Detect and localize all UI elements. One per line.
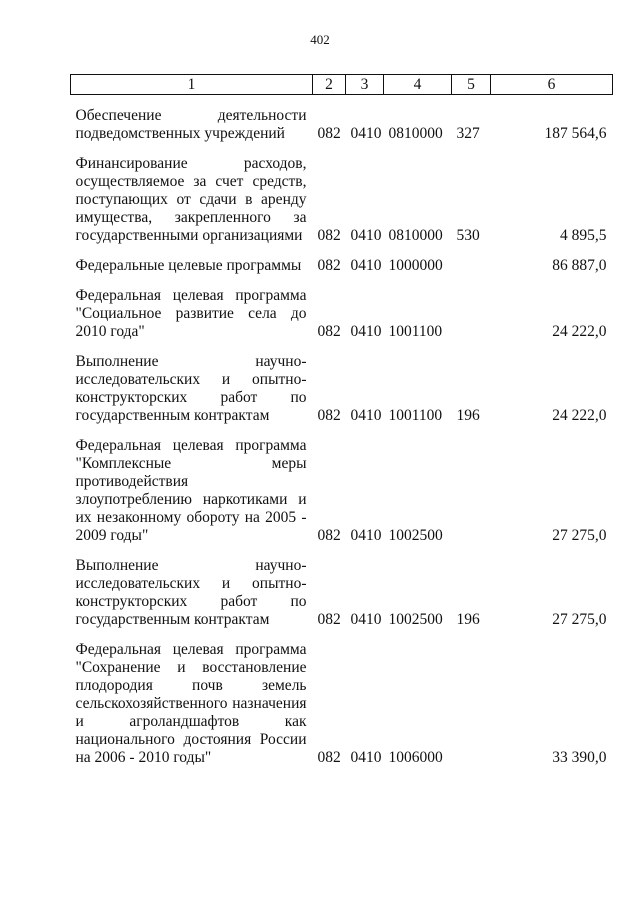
header-col-4: 4 <box>384 75 452 95</box>
row-col-3: 0410 <box>350 323 382 340</box>
table-row <box>71 557 613 629</box>
row-col-4: 0810000 <box>388 125 443 142</box>
row-amount: 24 222,0 <box>552 323 607 340</box>
row-col-4: 1001100 <box>388 323 443 340</box>
header-col-5: 5 <box>452 75 491 95</box>
row-col-2: 082 <box>317 323 341 340</box>
row-description: Федеральная целевая программа "Социальное развитие села до 2010 года" <box>75 287 307 340</box>
row-col-3: 0410 <box>350 749 382 766</box>
row-col-4: 0810000 <box>388 227 443 244</box>
row-col-4: 1006000 <box>388 749 443 766</box>
row-amount: 4 895,5 <box>560 227 607 244</box>
row-col-3: 0410 <box>350 227 382 244</box>
header-col-3: 3 <box>346 75 384 95</box>
row-col-5: 196 <box>456 407 480 424</box>
row-description: Выполнение научно-исследовательских и опытно-конструкторских работ по государственным контрактам <box>75 353 307 424</box>
row-description: Финансирование расходов, осуществляемое за счет средств, поступающих от сдачи в аренду имущества, закрепленного за государственными организациями <box>75 155 307 244</box>
row-description: Федеральные целевые программы <box>75 257 302 274</box>
row-description: Обеспечение деятельности подведомственных учреждений <box>75 107 307 142</box>
row-col-4: 1000000 <box>388 257 443 274</box>
row-col-5: 196 <box>456 611 480 628</box>
row-col-5 <box>452 641 491 767</box>
table-row <box>71 641 613 767</box>
row-col-2: 082 <box>317 227 341 244</box>
row-col-2: 082 <box>317 749 341 766</box>
header-col-6: 6 <box>491 75 613 95</box>
row-col-4: 1001100 <box>388 407 443 424</box>
table-row <box>71 287 613 341</box>
row-description: Федеральная целевая программа "Сохранение и восстановление плодородия почв земель сельскохозяйственного назначения и агроландшафтов как национального достояния России на 2006 - 2010 годы" <box>75 641 307 766</box>
row-col-3: 0410 <box>350 125 382 142</box>
row-amount: 187 564,6 <box>544 125 607 142</box>
page-number: 402 <box>310 32 330 47</box>
row-col-3: 0410 <box>350 257 382 274</box>
row-col-2: 082 <box>317 257 341 274</box>
row-col-3: 0410 <box>350 611 382 628</box>
row-col-3: 0410 <box>350 407 382 424</box>
row-amount: 86 887,0 <box>552 257 607 274</box>
header-col-1: 1 <box>71 75 313 95</box>
row-col-3: 0410 <box>350 527 382 544</box>
row-description: Выполнение научно-исследовательских и опытно-конструкторских работ по государственным контрактам <box>75 557 307 628</box>
table-row <box>71 155 613 245</box>
row-col-4: 1002500 <box>388 527 443 544</box>
table-row <box>71 107 613 143</box>
row-amount: 27 275,0 <box>552 527 607 544</box>
row-col-2: 082 <box>317 611 341 628</box>
budget-table <box>70 74 613 767</box>
table-row <box>71 257 613 275</box>
row-amount: 24 222,0 <box>552 407 607 424</box>
row-col-2: 082 <box>317 527 341 544</box>
row-col-2: 082 <box>317 407 341 424</box>
row-amount: 27 275,0 <box>552 611 607 628</box>
row-col-5 <box>452 257 491 275</box>
row-col-4: 1002500 <box>388 611 443 628</box>
row-description: Федеральная целевая программа "Комплексные меры противодействия злоупотреблению наркотиками и их незаконному обороту на 2005 - 2009 годы" <box>75 437 307 544</box>
row-col-5 <box>452 437 491 545</box>
row-col-5: 530 <box>456 227 480 244</box>
row-col-5: 327 <box>456 125 480 142</box>
table-row <box>71 437 613 545</box>
header-col-2: 2 <box>313 75 346 95</box>
table-row <box>71 353 613 425</box>
row-col-5 <box>452 287 491 341</box>
row-amount: 33 390,0 <box>552 749 607 766</box>
table-header-row <box>71 75 613 95</box>
row-col-2: 082 <box>317 125 341 142</box>
